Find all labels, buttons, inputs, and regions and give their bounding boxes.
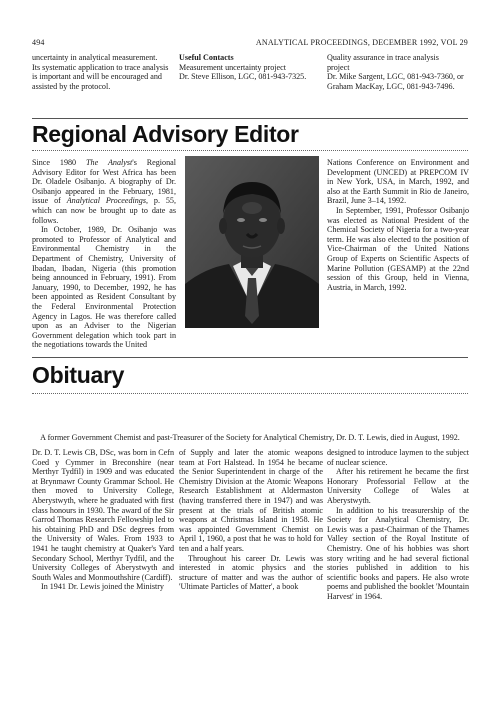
text-line: Graham MacKay, LGC, 081-943-7496. [327, 81, 455, 91]
section-title-obituary: Obituary [32, 362, 125, 388]
text-line: Its systematic application to trace analysis [32, 62, 169, 72]
top-column-3 [327, 53, 469, 91]
section-divider [32, 118, 468, 119]
text-line: is important and will be encouraged and [32, 72, 162, 82]
obituary-column-1 [32, 448, 174, 592]
paragraph: designed to introduce laymen to the subject of nuclear science. [327, 448, 469, 467]
paragraph: In 1941 Dr. Lewis joined the Ministry [41, 582, 164, 592]
top-column-2 [179, 53, 323, 82]
text-line: assisted by the protocol. [32, 81, 111, 91]
useful-contacts-heading: Useful Contacts [179, 53, 234, 62]
text-line: uncertainty in analytical measurement. [32, 53, 158, 62]
text-line: project [327, 62, 350, 72]
section-divider [32, 357, 468, 358]
portrait-image [185, 156, 319, 328]
advisory-right-column [327, 158, 469, 292]
paragraph: In September, 1991, Professor Osibanjo was elected as National President of the Chemical Society of Nigeria for a two-year term. He was also elected to the position of Vice-Chairman of the United Nations Group of Experts on Scientific Aspects of Marine Pollution (GESAMP) at the 22nd session of this Group, held in Vienna, Austria, in March, 1992. [327, 205, 469, 292]
text-line: Dr. Steve Ellison, LGC, 081-943-7325. [179, 72, 307, 82]
advisory-left-column [32, 158, 176, 350]
paragraph: of Supply and later the atomic weapons team at Fort Halstead. In 1954 he became the Senior Superintendent in charge of the Chemistry Division at the Atomic Weapons Research Establishment at Aldermaston (having transferred there in 1947) and was present at the trials of British atomic weapons at Christmas Island in 1958. He was appointed Government Chemist on April 1, 1960, a post that he was to hold for ten and a half years. [179, 448, 323, 553]
obituary-lede: A former Government Chemist and past-Treasurer of the Society for Analytical Chemistry, Dr. D. T. Lewis, died in August, 1992. [40, 433, 460, 442]
text-line: Quality assurance in trace analysis [327, 53, 439, 62]
title-underline [32, 393, 468, 394]
title-underline [32, 150, 468, 151]
paragraph: Throughout his career Dr. Lewis was interested in atomic physics and the structure of matter and was the author of 'Ultimate Particles of Matter', a book [179, 553, 323, 592]
paragraph: In addition to his treasurership of the Society for Analytical Chemistry, Dr. Lewis was a past-Chairman of the Thames Valley section of the Royal Institute of Chemistry. One of his hobbies was short story writing and he had several fictional stories published in addition to his scientific books and papers. He also wrote poems and published the booklet 'Mountain Harvest' in 1964. [327, 505, 469, 601]
text-line: Measurement uncertainty project [179, 62, 286, 72]
page-number: 494 [32, 38, 45, 47]
paragraph: Dr. D. T. Lewis CB, DSc, was born in Cefn Coed y Cymmer in Breconshire (near Merthyr Tydfil) in 1909 and was educated at Brynmawr County Grammar School. He then moved to University College, Aberystwyth, where he graduated with first class honours in 1930. The award of the Sir Garrod Thomas Research Fellowship led to his obtaining PhD and DSc degrees from the University of Wales. From 1933 to 1941 he taught chemistry at Quaker's Yard Secondary School, Merthyr Tydfil, and the University Colleges of Aberystwyth and South Wales and Monmouthshire (Cardiff). [32, 448, 174, 582]
paragraph: In October, 1989, Dr. Osibanjo was promoted to Professor of Analytical and Environmental Chemistry in the Department of Chemistry, University of Ibadan, Ibadan, Nigeria (this promotion being announced in February, 1991). From January, 1990, to December, 1992, he has been appointed as Resident Consultant by the Federal Environmental Protection Agency in Lagos. He was therefore called upon as an Adviser to the Nigerian Government delegation which took part in the negotiations towards the United [32, 225, 176, 350]
paragraph: After his retirement he became the first Honorary Professorial Fellow at the University College of Wales at Aberystwyth. [327, 467, 469, 505]
obituary-column-3 [327, 448, 469, 602]
portrait-photo [185, 156, 319, 328]
paragraph: Since 1980 The Analyst's Regional Advisory Editor for West Africa has been Dr. Oladele Osibanjo. A biography of Dr. Osibanjo appeared in the February, 1981, issue of Analytical Proceedings, p. 55, which can now be brought up to date as follows. [32, 158, 176, 225]
running-header [32, 38, 468, 50]
text-line: Dr. Mike Sargent, LGC, 081-943-7360, or [327, 72, 464, 82]
journal-title: ANALYTICAL PROCEEDINGS, DECEMBER 1992, VOL 29 [255, 38, 468, 47]
obituary-column-2 [179, 448, 323, 592]
section-title-advisory: Regional Advisory Editor [32, 121, 299, 147]
paragraph: Nations Conference on Environment and Development (UNCED) at PREPCOM IV in New York, USA, in March, 1992, and also at the Earth Summit in Rio de Janeiro, Brazil, June 3–14, 1992. [327, 158, 469, 206]
top-column-1 [32, 53, 174, 91]
